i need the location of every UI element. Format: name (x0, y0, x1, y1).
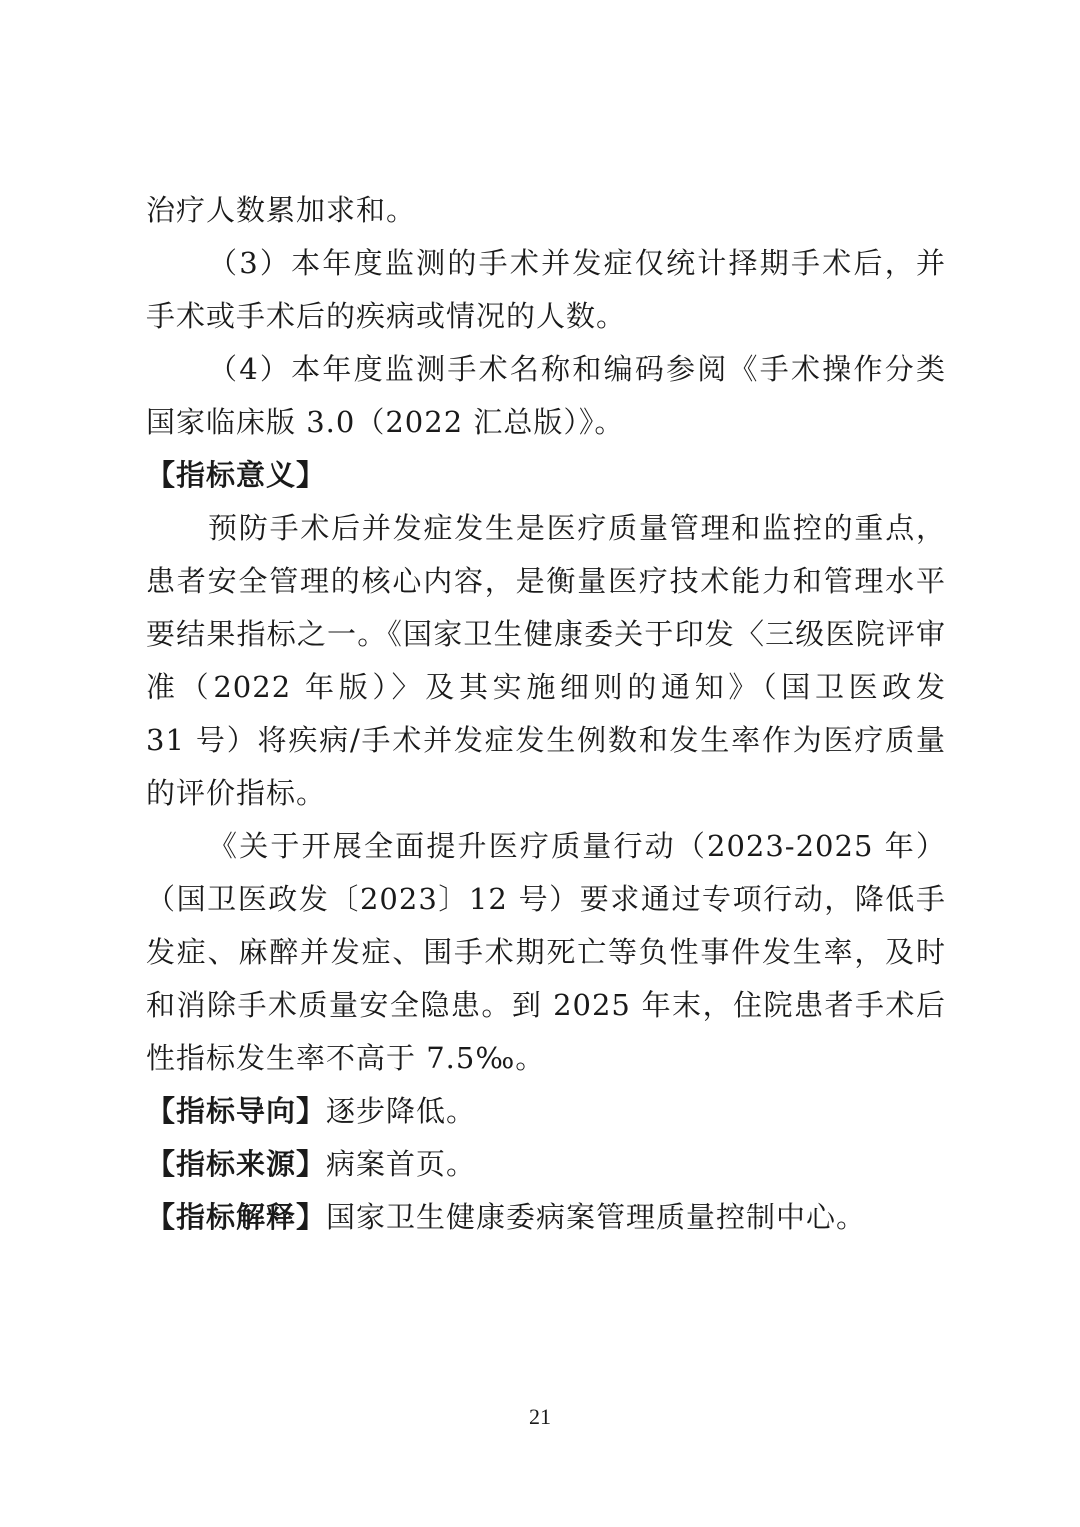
text-line: 要结果指标之一。《国家卫生健康委关于印发〈三级医院评审 (146, 617, 946, 651)
text-line: 手术或手术后的疾病或情况的人数。 (146, 299, 627, 333)
indicator-direction-line (146, 1091, 946, 1131)
text-line: （国卫医政发〔2023〕12 号）要求通过专项行动，降低手 (146, 882, 946, 916)
page-number: 21 (529, 1404, 551, 1429)
interpretation-text: 国家卫生健康委病案管理质量控制中心。 (326, 1200, 867, 1234)
section-heading-direction: 【指标导向】 (146, 1094, 327, 1128)
text-line: 31 号）将疾病/手术并发症发生例数和发生率作为医疗质量 (146, 723, 946, 757)
text-line: 患者安全管理的核心内容，是衡量医疗技术能力和管理水平 (146, 564, 946, 598)
section-heading-significance: 【指标意义】 (146, 458, 327, 492)
text-line: 治疗人数累加求和。 (146, 193, 417, 227)
text-line: （4）本年度监测手术名称和编码参阅《手术操作分类 (208, 352, 946, 386)
source-text: 病案首页。 (326, 1147, 477, 1181)
direction-text: 逐步降低。 (326, 1094, 477, 1128)
indicator-source-line (146, 1144, 946, 1184)
text-line: 《关于开展全面提升医疗质量行动（2023-2025 年） (208, 829, 946, 863)
text-line: 预防手术后并发症发生是医疗质量管理和监控的重点， (208, 511, 946, 545)
text-line: 的评价指标。 (146, 776, 327, 810)
indicator-interpretation-line (146, 1197, 946, 1237)
text-line: 和消除手术质量安全隐患。到 2025 年末，住院患者手术后 (146, 988, 946, 1022)
section-heading-interpretation: 【指标解释】 (146, 1200, 327, 1234)
text-line: 准（2022 年版）〉及其实施细则的通知》（国卫医政发 (146, 670, 946, 704)
text-line: 发症、麻醉并发症、围手术期死亡等负性事件发生率，及时 (146, 935, 946, 969)
text-line: （3）本年度监测的手术并发症仅统计择期手术后，并 (208, 246, 946, 280)
section-heading-source: 【指标来源】 (146, 1147, 327, 1181)
text-line: 性指标发生率不高于 7.5‰。 (146, 1041, 546, 1075)
text-line: 国家临床版 3.0（2022 汇总版）》。 (146, 405, 625, 439)
